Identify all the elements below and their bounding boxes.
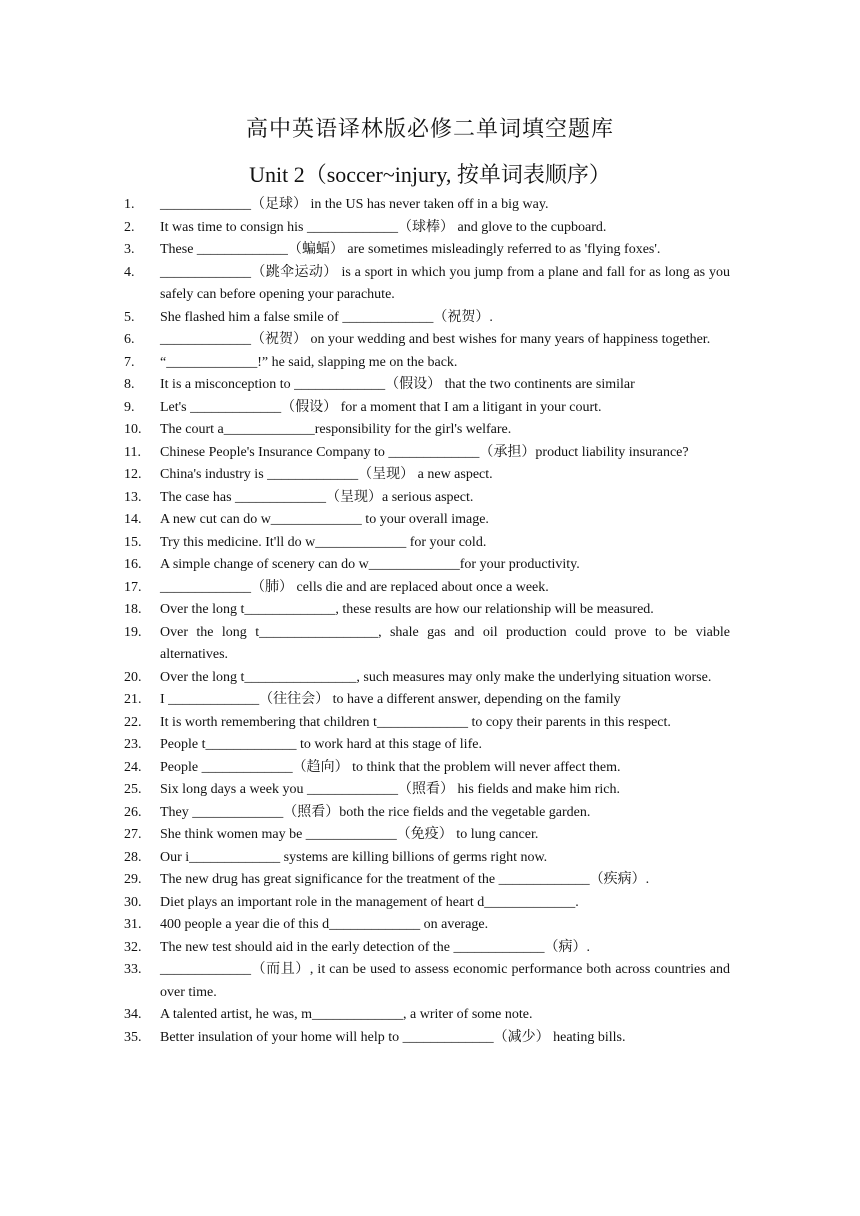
question-text: It is worth remembering that children t_____________ to copy their parents in this respect.: [160, 714, 671, 730]
question-text: It is a misconception to _____________（假设） that the two continents are similar: [160, 377, 635, 392]
question-text: _____________（跳伞运动） is a sport in which you jump from a plane and fall for as long as you safely can before opening your parachute.: [160, 264, 730, 302]
question-item: [0, 802, 860, 825]
question-text: The court a_____________responsibility for the girl's welfare.: [160, 422, 512, 437]
question-number: 6.: [124, 332, 135, 347]
question-item: [0, 689, 860, 712]
question-item: [0, 824, 860, 847]
question-item: [0, 892, 860, 915]
question-number: 20.: [124, 669, 142, 685]
question-number: 34.: [124, 1007, 142, 1022]
question-text: They _____________（照看）both the rice fields and the vegetable garden.: [160, 804, 591, 820]
question-number: 33.: [124, 962, 142, 977]
question-text: She think women may be _____________（免疫） to lung cancer.: [160, 827, 539, 842]
question-text: Six long days a week you _____________（照看） his fields and make him rich.: [160, 782, 620, 797]
question-text: China's industry is _____________（呈现） a new aspect.: [160, 467, 493, 482]
question-number: 8.: [124, 377, 135, 392]
question-item: [0, 959, 860, 1004]
question-item: [0, 757, 860, 780]
question-text: People t_____________ to work hard at this stage of life.: [160, 737, 482, 752]
question-text: Diet plays an important role in the management of heart d_____________.: [160, 894, 579, 910]
question-item: [0, 869, 860, 892]
question-text: These _____________（蝙蝠） are sometimes misleadingly referred to as 'flying foxes'.: [160, 242, 661, 257]
question-text: _____________（肺） cells die and are replaced about once a week.: [160, 579, 549, 595]
question-text: Better insulation of your home will help to _____________（减少） heating bills.: [160, 1029, 626, 1045]
question-number: 9.: [124, 399, 135, 415]
question-item: [0, 464, 860, 487]
question-text: Over the long t________________, such measures may only make the underlying situation worse.: [160, 669, 712, 685]
question-number: 28.: [124, 849, 142, 865]
question-item: [0, 397, 860, 420]
question-item: [0, 937, 860, 960]
question-list: [0, 194, 860, 1049]
question-item: [0, 1027, 860, 1050]
question-text: Let's _____________（假设） for a moment that I am a litigant in your court.: [160, 399, 602, 415]
question-number: 21.: [124, 692, 142, 707]
question-number: 24.: [124, 759, 142, 775]
question-text: _____________（而且）, it can be used to assess economic performance both across countries and over time.: [160, 962, 730, 1000]
question-item: [0, 307, 860, 330]
question-item: [0, 239, 860, 262]
question-item: [0, 1004, 860, 1027]
question-item: [0, 487, 860, 510]
question-item: [0, 667, 860, 690]
question-number: 32.: [124, 939, 142, 955]
question-item: [0, 599, 860, 622]
question-number: 35.: [124, 1029, 142, 1045]
question-item: [0, 577, 860, 600]
question-text: Our i_____________ systems are killing billions of germs right now.: [160, 849, 548, 865]
question-number: 11.: [124, 444, 141, 460]
document-title: 高中英语译林版必修二单词填空题库: [245, 116, 614, 141]
unit-subtitle: Unit 2（soccer~injury, 按单词表顺序）: [249, 162, 611, 187]
question-text: The new test should aid in the early detection of the _____________（病）.: [160, 939, 591, 955]
question-item: [0, 262, 860, 307]
question-number: 22.: [124, 714, 142, 730]
question-text: A talented artist, he was, m_____________, a writer of some note.: [160, 1007, 533, 1022]
question-text: 400 people a year die of this d_____________ on average.: [160, 917, 489, 932]
question-number: 29.: [124, 872, 142, 887]
question-number: 5.: [124, 309, 135, 325]
question-item: [0, 734, 860, 757]
question-number: 25.: [124, 782, 142, 797]
question-item: [0, 622, 860, 667]
question-number: 18.: [124, 602, 142, 617]
question-number: 15.: [124, 534, 142, 550]
question-text: A new cut can do w_____________ to your overall image.: [160, 512, 489, 527]
question-item: [0, 352, 860, 375]
question-text: _____________（足球） in the US has never taken off in a big way.: [160, 197, 549, 212]
question-text: Try this medicine. It'll do w_____________ for your cold.: [160, 534, 487, 550]
question-item: [0, 329, 860, 352]
question-item: [0, 779, 860, 802]
question-number: 23.: [124, 737, 142, 752]
question-text: “_____________!” he said, slapping me on the back.: [160, 354, 458, 370]
question-item: [0, 712, 860, 735]
question-item: [0, 442, 860, 465]
question-number: 1.: [124, 197, 135, 212]
question-text: Chinese People's Insurance Company to _____________（承担）product liability insurance?: [160, 444, 689, 460]
question-text: People _____________（趋向） to think that the problem will never affect them.: [160, 759, 621, 775]
question-text: A simple change of scenery can do w_____________for your productivity.: [160, 557, 580, 572]
question-number: 12.: [124, 467, 142, 482]
question-number: 26.: [124, 804, 142, 820]
question-number: 3.: [124, 242, 135, 257]
question-number: 10.: [124, 422, 142, 437]
question-text: The case has _____________（呈现）a serious aspect.: [160, 489, 474, 505]
question-number: 30.: [124, 894, 142, 910]
question-number: 17.: [124, 579, 142, 595]
question-text: Over the long t_____________, these results are how our relationship will be measured.: [160, 602, 654, 617]
question-text: Over the long t_________________, shale gas and oil production could prove to be viable alternatives.: [160, 624, 730, 662]
question-item: [0, 419, 860, 442]
question-item: [0, 194, 860, 217]
question-item: [0, 532, 860, 555]
question-item: [0, 217, 860, 240]
question-item: [0, 374, 860, 397]
question-number: 4.: [124, 264, 135, 280]
question-text: She flashed him a false smile of _____________（祝贺）.: [160, 309, 493, 325]
question-number: 16.: [124, 557, 142, 572]
question-number: 2.: [124, 219, 135, 235]
question-number: 13.: [124, 489, 142, 505]
question-text: It was time to consign his _____________（球棒） and glove to the cupboard.: [160, 219, 607, 235]
question-number: 19.: [124, 624, 142, 640]
question-item: [0, 847, 860, 870]
question-item: [0, 554, 860, 577]
question-number: 31.: [124, 917, 142, 932]
question-number: 27.: [124, 827, 142, 842]
question-text: The new drug has great significance for the treatment of the _____________（疾病）.: [160, 872, 650, 887]
question-number: 14.: [124, 512, 142, 527]
question-item: [0, 509, 860, 532]
question-text: _____________（祝贺） on your wedding and best wishes for many years of happiness together.: [160, 332, 711, 347]
question-text: I _____________（往往会） to have a different answer, depending on the family: [160, 692, 621, 707]
question-number: 7.: [124, 354, 135, 370]
question-item: [0, 914, 860, 937]
